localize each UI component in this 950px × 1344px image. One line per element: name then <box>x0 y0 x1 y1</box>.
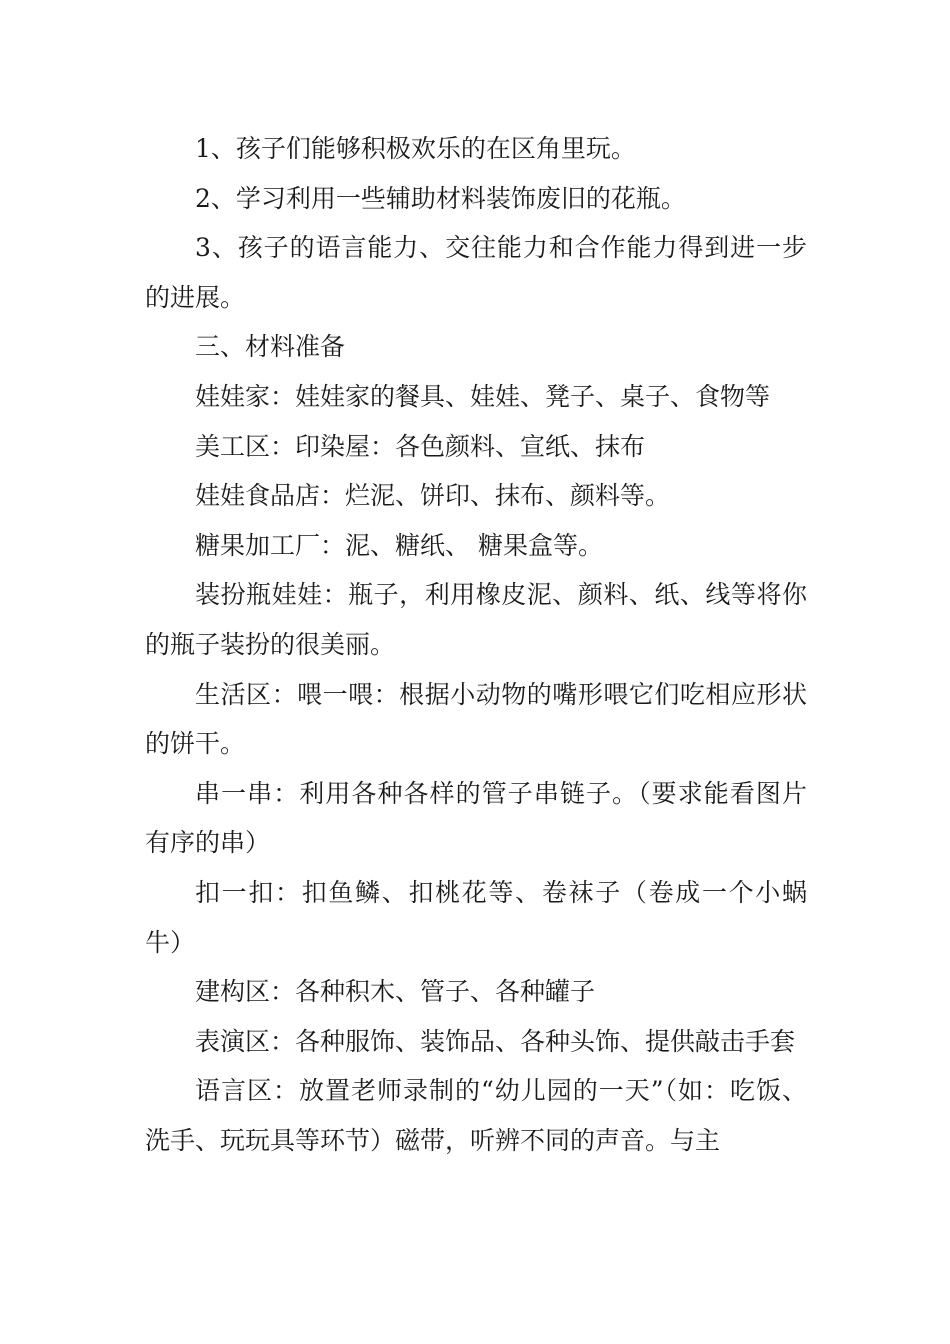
section-heading-materials: 三、材料准备 <box>195 332 346 362</box>
paragraph-goal-1: 1、孩子们能够积极欢乐的在区角里玩。 <box>195 134 636 163</box>
document-body <box>145 124 807 1165</box>
paragraph-life-area: 生活区：喂一喂：根据小动物的嘴形喂它们吃相应形状的饼干。 <box>145 679 807 759</box>
paragraph-candy-factory: 糖果加工厂：泥、糖纸、 糖果盒等。 <box>195 530 603 560</box>
paragraph-bottle-doll: 装扮瓶娃娃：瓶子，利用橡皮泥、颜料、纸、线等将你的瓶子装扮的很美丽。 <box>145 580 807 659</box>
paragraph-art-area: 美工区：印染屋：各色颜料、宣纸、抹布 <box>195 431 646 461</box>
paragraph-stringing: 串一串：利用各种各样的管子串链子。（要求能看图片有序的串） <box>145 778 807 858</box>
paragraph-food-store: 娃娃食品店：烂泥、饼印、抹布、颜料等。 <box>195 481 671 511</box>
paragraph-goal-3: 3、孩子的语言能力、交往能力和合作能力得到进一步的进展。 <box>145 233 807 312</box>
paragraph-doll-house: 娃娃家：娃娃家的餐具、娃娃、凳子、桌子、食物等 <box>195 381 771 411</box>
paragraph-construction-area: 建构区：各种积木、管子、各种罐子 <box>195 977 596 1007</box>
paragraph-language-area: 语言区：放置老师录制的“幼儿园的一天”（如：吃饭、洗手、玩玩具等环节）磁带，听辨不同的声音。与主 <box>145 1076 807 1155</box>
paragraph-performance-area: 表演区：各种服饰、装饰品、各种头饰、提供敲击手套 <box>195 1026 796 1056</box>
paragraph-goal-2: 2、学习利用一些辅助材料装饰废旧的花瓶。 <box>195 183 686 213</box>
paragraph-buttoning: 扣一扣：扣鱼鳞、扣桃花等、卷袜子（卷成一个小蜗牛） <box>145 877 807 957</box>
